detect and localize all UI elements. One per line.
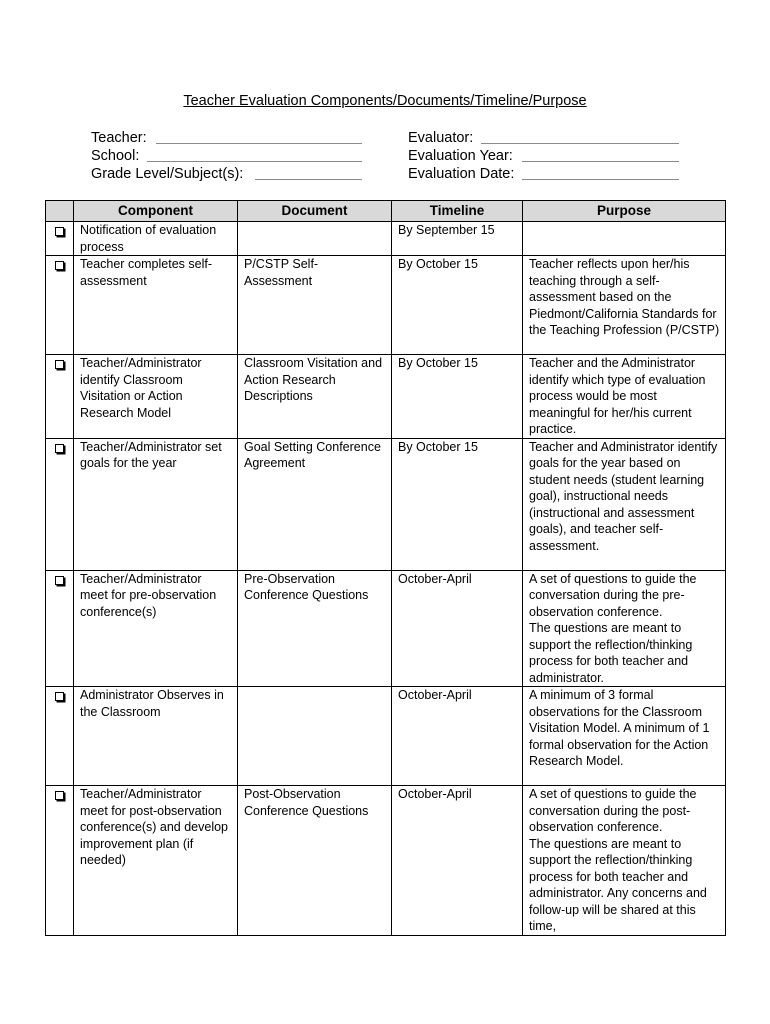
checkbox-icon[interactable] [55,444,64,453]
document-cell [238,222,392,256]
teacher-field[interactable] [91,129,147,147]
table-row [46,438,726,570]
component-header: Component [74,201,238,222]
timeline-cell: By October 15 [392,438,523,570]
evaluation-date-label: Evaluation Date: [408,166,515,182]
purpose-cell: A minimum of 3 formal observations for the Classroom Visitation Model. A minimum of 1 formal observation for the Action Research Model. [523,687,726,786]
purpose-paragraph: A set of questions to guide the conversation during the pre-observation conference. [529,571,697,619]
evaluation-table [45,200,726,936]
component-cell: Administrator Observes in the Classroom [74,687,238,786]
school-label: School: [91,148,140,164]
document-cell [238,687,392,786]
table-row [46,355,726,439]
checkbox-cell[interactable] [46,355,74,439]
checkbox-cell[interactable] [46,570,74,687]
component-cell: Teacher/Administrator meet for pre-observation conference(s) [74,570,238,687]
purpose-header: Purpose [523,201,726,222]
checkbox-icon[interactable] [55,692,64,701]
timeline-cell: By September 15 [392,222,523,256]
timeline-cell: October-April [392,687,523,786]
table-row [46,786,726,936]
evaluation-year-label: Evaluation Year: [408,148,513,164]
evaluation-year-field[interactable] [408,147,513,165]
checkbox-icon[interactable] [55,360,64,369]
timeline-cell: October-April [392,786,523,936]
document-cell: P/CSTP Self-Assessment [238,256,392,355]
checkbox-cell[interactable] [46,256,74,355]
grade-field[interactable] [91,165,243,183]
purpose-cell: Teacher and Administrator identify goals for the year based on student needs (student learning goal), instructional needs (instructional and assessment goals), and teacher self-assessment. [523,438,726,570]
evaluation-date-field[interactable] [408,165,514,183]
teacher-label: Teacher: [91,130,147,146]
grade-label: Grade Level/Subject(s): [91,166,244,182]
checkbox-cell[interactable] [46,687,74,786]
checkbox-column-header [46,201,74,222]
purpose-paragraph: The questions are meant to support the reflection/thinking process for both teacher and administrator. Any concerns and follow-up will be shared at this time, [529,836,707,933]
school-field[interactable] [91,147,139,165]
table-row [46,570,726,687]
school-line[interactable] [147,161,362,162]
checkbox-icon[interactable] [55,576,64,585]
purpose-paragraph: A set of questions to guide the conversation during the post-observation conference. [529,787,697,834]
component-cell: Teacher completes self-assessment [74,256,238,355]
page-title: Teacher Evaluation Components/Documents/Timeline/Purpose [183,93,587,109]
table-row [46,256,726,355]
checkbox-icon[interactable] [55,791,64,800]
purpose-cell [523,222,726,256]
teacher-line[interactable] [156,143,362,144]
timeline-cell: By October 15 [392,256,523,355]
table-header-row [46,201,726,222]
document-cell: Pre-Observation Conference Questions [238,570,392,687]
evaluator-label: Evaluator: [408,130,474,146]
document-cell: Post-Observation Conference Questions [238,786,392,936]
component-cell: Teacher/Administrator identify Classroom Visitation or Action Research Model [74,355,238,439]
purpose-cell: Teacher reflects upon her/his teaching through a self-assessment based on the Piedmont/California Standards for the Teaching Profession (P/CSTP) [523,256,726,355]
document-header: Document [238,201,392,222]
checkbox-cell[interactable] [46,438,74,570]
purpose-paragraph: The questions are meant to support the reflection/thinking process for both teacher and administrator. [529,621,693,685]
grade-line[interactable] [255,179,362,180]
timeline-cell: By October 15 [392,355,523,439]
checkbox-icon[interactable] [55,261,64,270]
evaluator-line[interactable] [481,143,679,144]
checkbox-icon[interactable] [55,227,64,236]
purpose-cell: Teacher and the Administrator identify which type of evaluation process would be most meaningful for her/his current practice. [523,355,726,439]
purpose-cell [523,786,726,936]
timeline-header: Timeline [392,201,523,222]
evaluator-field[interactable] [408,129,473,147]
evaluation-year-line[interactable] [522,161,679,162]
checkbox-cell[interactable] [46,222,74,256]
table-row [46,222,726,256]
checkbox-cell[interactable] [46,786,74,936]
component-cell: Teacher/Administrator set goals for the year [74,438,238,570]
document-cell: Classroom Visitation and Action Research Descriptions [238,355,392,439]
evaluation-date-line[interactable] [522,179,679,180]
document-cell: Goal Setting Conference Agreement [238,438,392,570]
timeline-cell: October-April [392,570,523,687]
component-cell: Notification of evaluation process [74,222,238,256]
component-cell: Teacher/Administrator meet for post-observation conference(s) and develop improvement plan (if needed) [74,786,238,936]
purpose-cell [523,570,726,687]
table-row [46,687,726,786]
